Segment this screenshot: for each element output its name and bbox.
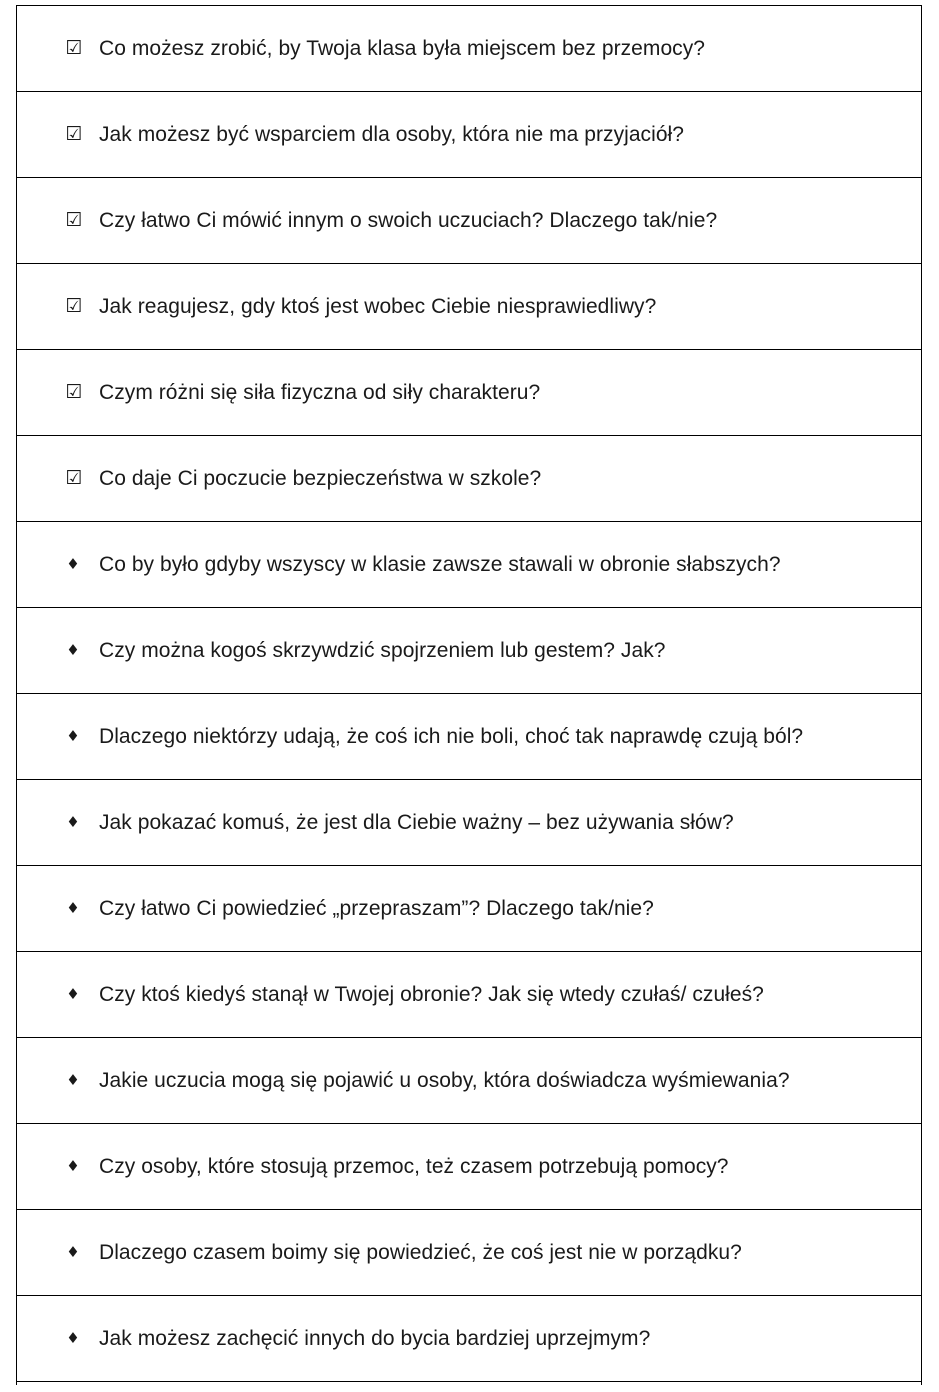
question-row xyxy=(17,350,921,436)
diamond-bullet-icon: ♦ xyxy=(66,985,80,1003)
diamond-bullet-icon: ♦ xyxy=(66,555,80,573)
question-row xyxy=(17,694,921,780)
diamond-bullet-icon: ♦ xyxy=(66,1243,80,1261)
question-text: Jakie uczucia mogą się pojawić u osoby, która doświadcza wyśmiewania? xyxy=(99,1068,790,1092)
diamond-bullet-icon: ♦ xyxy=(66,813,80,831)
question-text: Jak możesz być wsparciem dla osoby, która nie ma przyjaciół? xyxy=(99,122,685,146)
question-row xyxy=(17,780,921,866)
questions-table xyxy=(16,5,922,1385)
diamond-bullet-icon: ♦ xyxy=(66,1157,80,1175)
checkbox-checked-icon: ☑ xyxy=(65,295,83,317)
question-row xyxy=(17,1296,921,1382)
diamond-bullet-icon: ♦ xyxy=(66,899,80,917)
question-text: Jak pokazać komuś, że jest dla Ciebie ważny – bez używania słów? xyxy=(99,810,734,834)
question-row xyxy=(17,952,921,1038)
question-text: Jak możesz zachęcić innych do bycia bardziej uprzejmym? xyxy=(99,1326,651,1350)
question-row xyxy=(17,264,921,350)
question-row xyxy=(17,1210,921,1296)
question-text: Czy łatwo Ci mówić innym o swoich uczuciach? Dlaczego tak/nie? xyxy=(99,208,718,232)
question-text: Jak reagujesz, gdy ktoś jest wobec Ciebie niesprawiedliwy? xyxy=(99,294,657,318)
question-row xyxy=(17,1038,921,1124)
checkbox-checked-icon: ☑ xyxy=(65,37,83,59)
question-row xyxy=(17,6,921,92)
diamond-bullet-icon: ♦ xyxy=(66,727,80,745)
question-text: Co daje Ci poczucie bezpieczeństwa w szkole? xyxy=(99,466,542,490)
question-row xyxy=(17,608,921,694)
question-row xyxy=(17,866,921,952)
question-text: Czy można kogoś skrzywdzić spojrzeniem lub gestem? Jak? xyxy=(99,638,666,662)
question-text: Czy ktoś kiedyś stanął w Twojej obronie? Jak się wtedy czułaś/ czułeś? xyxy=(99,982,764,1006)
question-text: Co by było gdyby wszyscy w klasie zawsze stawali w obronie słabszych? xyxy=(99,552,781,576)
diamond-bullet-icon: ♦ xyxy=(66,1071,80,1089)
question-row xyxy=(17,436,921,522)
checkbox-checked-icon: ☑ xyxy=(65,123,83,145)
question-row xyxy=(17,178,921,264)
question-row xyxy=(17,92,921,178)
question-text: Dlaczego niektórzy udają, że coś ich nie boli, choć tak naprawdę czują ból? xyxy=(99,724,804,748)
checkbox-checked-icon: ☑ xyxy=(65,209,83,231)
question-row xyxy=(17,1124,921,1210)
question-text: Czy osoby, które stosują przemoc, też czasem potrzebują pomocy? xyxy=(99,1154,729,1178)
question-row xyxy=(17,522,921,608)
question-text: Czy łatwo Ci powiedzieć „przepraszam”? Dlaczego tak/nie? xyxy=(99,896,654,920)
diamond-bullet-icon: ♦ xyxy=(66,1329,80,1347)
checkbox-checked-icon: ☑ xyxy=(65,381,83,403)
checkbox-checked-icon: ☑ xyxy=(65,467,83,489)
question-text: Czym różni się siła fizyczna od siły charakteru? xyxy=(99,380,541,404)
question-text: Co możesz zrobić, by Twoja klasa była miejscem bez przemocy? xyxy=(99,36,706,60)
diamond-bullet-icon: ♦ xyxy=(66,641,80,659)
question-text: Dlaczego czasem boimy się powiedzieć, że coś jest nie w porządku? xyxy=(99,1240,742,1264)
